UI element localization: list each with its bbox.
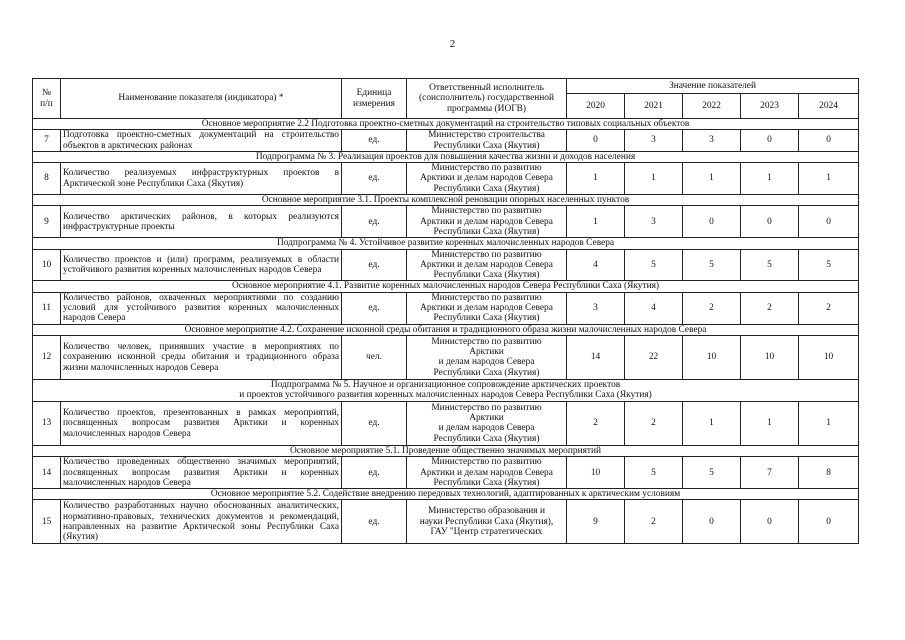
table-row: [33, 163, 859, 195]
value-cell: 3: [683, 130, 741, 152]
responsible-executor: Министерство строительства Республики Саха (Якутия): [407, 130, 567, 152]
value-cell: 5: [625, 457, 683, 489]
header-year: 2024: [799, 94, 859, 119]
header-year: 2023: [741, 94, 799, 119]
section-row: [33, 195, 859, 206]
unit-of-measure: ед.: [342, 206, 407, 238]
responsible-executor: Министерство по развитию Арктики и делам народов Севера Республики Саха (Якутия): [407, 249, 567, 281]
value-cell: 3: [625, 206, 683, 238]
indicator-name: Количество районов, охваченных мероприятиями по созданию условий для устойчивого развития коренных малочисленных народов Севера: [61, 292, 342, 324]
section-row: [33, 489, 859, 500]
value-cell: 1: [799, 401, 859, 445]
header-year: 2020: [567, 94, 625, 119]
value-cell: 5: [683, 457, 741, 489]
table-row: [33, 335, 859, 379]
unit-of-measure: ед.: [342, 249, 407, 281]
responsible-executor: Министерство по развитию Арктики и делам народов Севера Республики Саха (Якутия): [407, 292, 567, 324]
header-values-group: Значение показателей: [567, 79, 859, 94]
row-number: 8: [33, 163, 61, 195]
value-cell: 1: [741, 401, 799, 445]
value-cell: 1: [741, 163, 799, 195]
value-cell: 1: [567, 206, 625, 238]
row-number: 7: [33, 130, 61, 152]
section-title: Основное мероприятие 3.1. Проекты комплексной реновации опорных населенных пунктов: [33, 195, 859, 206]
section-row: [33, 119, 859, 130]
header-indicator-name: Наименование показателя (индикатора) *: [61, 79, 342, 119]
value-cell: 10: [567, 457, 625, 489]
value-cell: 0: [567, 130, 625, 152]
responsible-executor: Министерство по развитию Арктики и делам народов Севера Республики Саха (Якутия): [407, 206, 567, 238]
unit-of-measure: ед.: [342, 130, 407, 152]
responsible-executor: Министерство по развитию Арктики и делам народов Севера Республики Саха (Якутия): [407, 163, 567, 195]
section-row: [33, 445, 859, 456]
unit-of-measure: ед.: [342, 457, 407, 489]
section-title: Основное мероприятие 4.2. Сохранение исконной среды обитания и традиционного образа жизни малочисленных народов Севера: [33, 324, 859, 335]
value-cell: 10: [741, 335, 799, 379]
unit-of-measure: чел.: [342, 335, 407, 379]
row-number: 12: [33, 335, 61, 379]
unit-of-measure: ед.: [342, 401, 407, 445]
value-cell: 0: [741, 206, 799, 238]
value-cell: 1: [625, 163, 683, 195]
value-cell: 1: [567, 163, 625, 195]
section-title: Основное мероприятие 5.2. Содействие внедрению передовых технологий, адаптированных к арктическим условиям: [33, 489, 859, 500]
table-row: [33, 206, 859, 238]
value-cell: 1: [683, 163, 741, 195]
indicator-name: Количество проектов и (или) программ, реализуемых в области устойчивого развития коренных малочисленных народов Севера: [61, 249, 342, 281]
section-row: [33, 379, 859, 401]
value-cell: 8: [799, 457, 859, 489]
header-responsible: Ответственный исполнитель (соисполнитель) государственной программы (ИОГВ): [407, 79, 567, 119]
table-row: [33, 401, 859, 445]
value-cell: 0: [741, 500, 799, 544]
value-cell: 5: [799, 249, 859, 281]
table-row: [33, 292, 859, 324]
table-row: [33, 249, 859, 281]
indicators-table: [32, 78, 859, 544]
unit-of-measure: ед.: [342, 292, 407, 324]
value-cell: 4: [567, 249, 625, 281]
value-cell: 10: [683, 335, 741, 379]
indicator-name: Количество человек, принявших участие в мероприятиях по сохранению исконной среды обитания и традиционного образа жизни малочисленных народов Севера: [61, 335, 342, 379]
value-cell: 0: [741, 130, 799, 152]
header-year: 2021: [625, 94, 683, 119]
section-title: Основное мероприятие 2.2 Подготовка проектно-сметных документаций на строительство типовых социальных объектов: [33, 119, 859, 130]
table-row: [33, 457, 859, 489]
value-cell: 9: [567, 500, 625, 544]
table-body: [33, 119, 859, 544]
responsible-executor: Министерство по развитию Арктики и делам народов Севера Республики Саха (Якутия): [407, 401, 567, 445]
responsible-executor: Министерство по развитию Арктики и делам народов Севера Республики Саха (Якутия): [407, 335, 567, 379]
header-year: 2022: [683, 94, 741, 119]
value-cell: 1: [683, 401, 741, 445]
row-number: 10: [33, 249, 61, 281]
row-number: 14: [33, 457, 61, 489]
section-title: Подпрограмма № 3. Реализация проектов для повышения качества жизни и доходов населения: [33, 151, 859, 162]
section-title: Подпрограмма № 4. Устойчивое развитие коренных малочисленных народов Севера: [33, 238, 859, 249]
indicator-name: Количество реализуемых инфраструктурных проектов в Арктической зоне Республики Саха (Якутия): [61, 163, 342, 195]
value-cell: 4: [625, 292, 683, 324]
responsible-executor: Министерство по развитию Арктики и делам народов Севера Республики Саха (Якутия): [407, 457, 567, 489]
indicator-name: Количество проектов, презентованных в рамках мероприятий, посвященных вопросам развития Арктики и коренных малочисленных народов Севера: [61, 401, 342, 445]
section-row: [33, 238, 859, 249]
value-cell: 2: [567, 401, 625, 445]
row-number: 15: [33, 500, 61, 544]
unit-of-measure: ед.: [342, 500, 407, 544]
value-cell: 0: [799, 130, 859, 152]
value-cell: 7: [741, 457, 799, 489]
value-cell: 0: [683, 500, 741, 544]
value-cell: 0: [799, 206, 859, 238]
table-row: [33, 130, 859, 152]
responsible-executor: Министерство образования и науки Республики Саха (Якутия), ГАУ "Центр стратегических: [407, 500, 567, 544]
section-row: [33, 151, 859, 162]
value-cell: 22: [625, 335, 683, 379]
value-cell: 3: [567, 292, 625, 324]
indicator-name: Количество разработанных научно обоснованных аналитических, нормативно-правовых, технических документов и рекомендаций, направленных на развитие Арктической зоны Республики Саха (Якутия): [61, 500, 342, 544]
indicator-name: Подготовка проектно-сметных документаций на строительство объектов в арктических районах: [61, 130, 342, 152]
section-row: [33, 281, 859, 292]
value-cell: 5: [741, 249, 799, 281]
unit-of-measure: ед.: [342, 163, 407, 195]
row-number: 13: [33, 401, 61, 445]
section-title: Основное мероприятие 4.1. Развитие коренных малочисленных народов Севера Республики Саха (Якутия): [33, 281, 859, 292]
value-cell: 2: [741, 292, 799, 324]
value-cell: 3: [625, 130, 683, 152]
value-cell: 2: [799, 292, 859, 324]
value-cell: 10: [799, 335, 859, 379]
header-unit: Единица измерения: [342, 79, 407, 119]
row-number: 9: [33, 206, 61, 238]
value-cell: 2: [683, 292, 741, 324]
section-row: [33, 324, 859, 335]
value-cell: 2: [625, 500, 683, 544]
indicator-name: Количество арктических районов, в которых реализуются инфраструктурные проекты: [61, 206, 342, 238]
value-cell: 1: [799, 163, 859, 195]
value-cell: 0: [683, 206, 741, 238]
table-row: [33, 500, 859, 544]
header-num: № п/п: [33, 79, 61, 119]
value-cell: 14: [567, 335, 625, 379]
indicator-name: Количество проведенных общественно значимых мероприятий, посвященных вопросам развития Арктики и коренных малочисленных народов Севера: [61, 457, 342, 489]
value-cell: 5: [625, 249, 683, 281]
section-title: Подпрограмма № 5. Научное и организационное сопровождение арктических проектов и проектов устойчивого развития коренных малочисленных народов Севера Республики Саха (Якутия): [33, 379, 859, 401]
row-number: 11: [33, 292, 61, 324]
page-number: 2: [449, 38, 456, 50]
value-cell: 2: [625, 401, 683, 445]
value-cell: 5: [683, 249, 741, 281]
value-cell: 0: [799, 500, 859, 544]
section-title: Основное мероприятие 5.1. Проведение общественно значимых мероприятий: [33, 445, 859, 456]
